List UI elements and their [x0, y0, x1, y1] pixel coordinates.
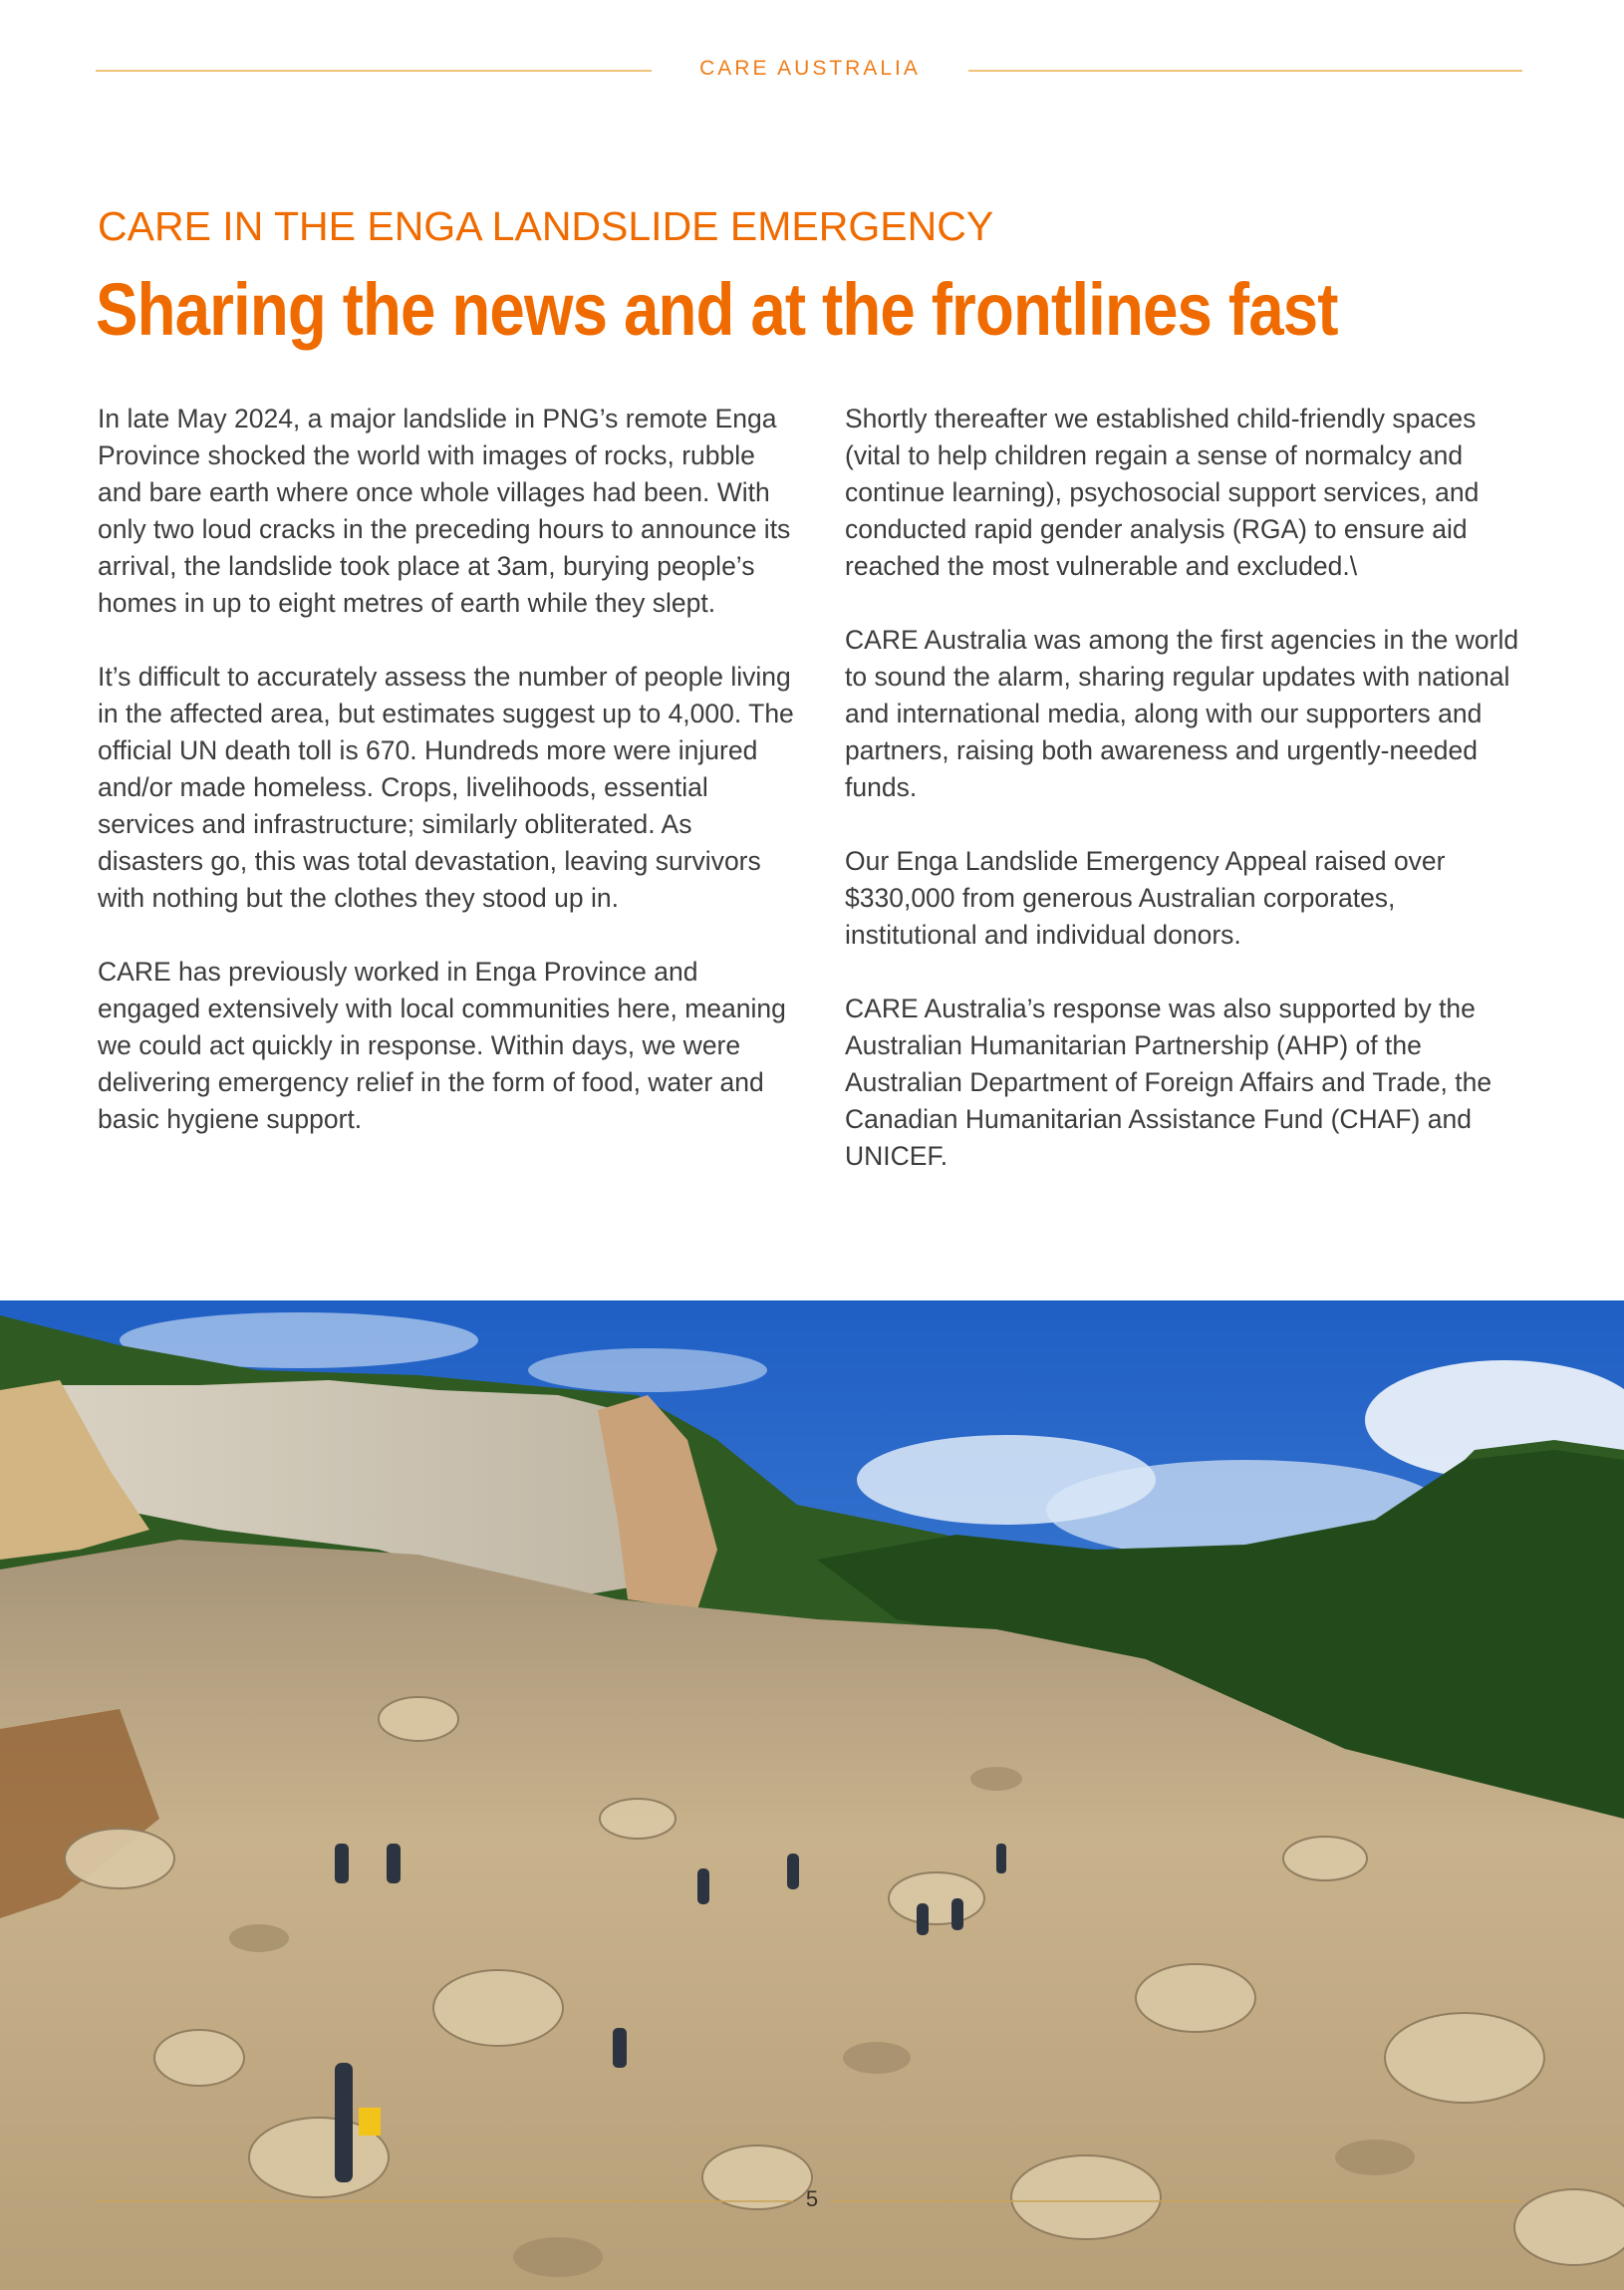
- right-column: [845, 401, 1532, 1212]
- left-column: [98, 401, 800, 1175]
- page-number: 5: [805, 2186, 819, 2211]
- paragraph: Shortly thereafter we established child-friendly spaces (vital to help children regain a sense of normalcy and continue learning), psychosocial support services, and conducted rapid gender analysis (RGA) to ensure aid reached the most vulnerable and excluded.\: [845, 404, 1480, 581]
- header-rule-left: [96, 70, 652, 72]
- paragraph: CARE Australia’s response was also supported by the Australian Humanitarian Partnership (AHP) of the Australian Department of Foreign Affairs and Trade, the Canadian Humanitarian Assistance Fund (CHAF) and UNICEF.: [845, 994, 1492, 1171]
- section-kicker: CARE IN THE ENGA LANDSLIDE EMERGENCY: [98, 203, 994, 249]
- page-title: Sharing the news and at the frontlines fast: [96, 268, 1338, 351]
- paragraph: It’s difficult to accurately assess the number of people living in the affected area, but estimates suggest up to 4,000. The official UN death toll is 670. Hundreds more were injured and/or made homeless. Crops, livelihoods, essential services and infrastructure; similarly obliterated. As disasters go, this was total devastation, leaving survivors with nothing but the clothes they stood up in.: [98, 662, 794, 913]
- landslide-photo: [0, 1300, 1624, 2290]
- footer-rule-right: [831, 2200, 1522, 2202]
- header-rule-right: [968, 70, 1522, 72]
- running-head: CARE AUSTRALIA: [699, 57, 921, 80]
- paragraph: CARE Australia was among the first agencies in the world to sound the alarm, sharing regular updates with national and international media, along with our supporters and partners, raising both awareness and urgently-needed funds.: [845, 625, 1519, 802]
- paragraph: Our Enga Landslide Emergency Appeal raised over $330,000 from generous Australian corporates, institutional and individual donors.: [845, 846, 1446, 950]
- paragraph: In late May 2024, a major landslide in PNG’s remote Enga Province shocked the world with images of rocks, rubble and bare earth where once whole villages had been. With only two loud cracks in the preceding hours to announce its arrival, the landslide took place at 3am, burying people’s homes in up to eight metres of earth while they slept.: [98, 404, 791, 618]
- footer-rule-left: [96, 2200, 793, 2202]
- paragraph: CARE has previously worked in Enga Province and engaged extensively with local communities here, meaning we could act quickly in response. Within days, we were delivering emergency relief in the form of food, water and basic hygiene support.: [98, 957, 786, 1134]
